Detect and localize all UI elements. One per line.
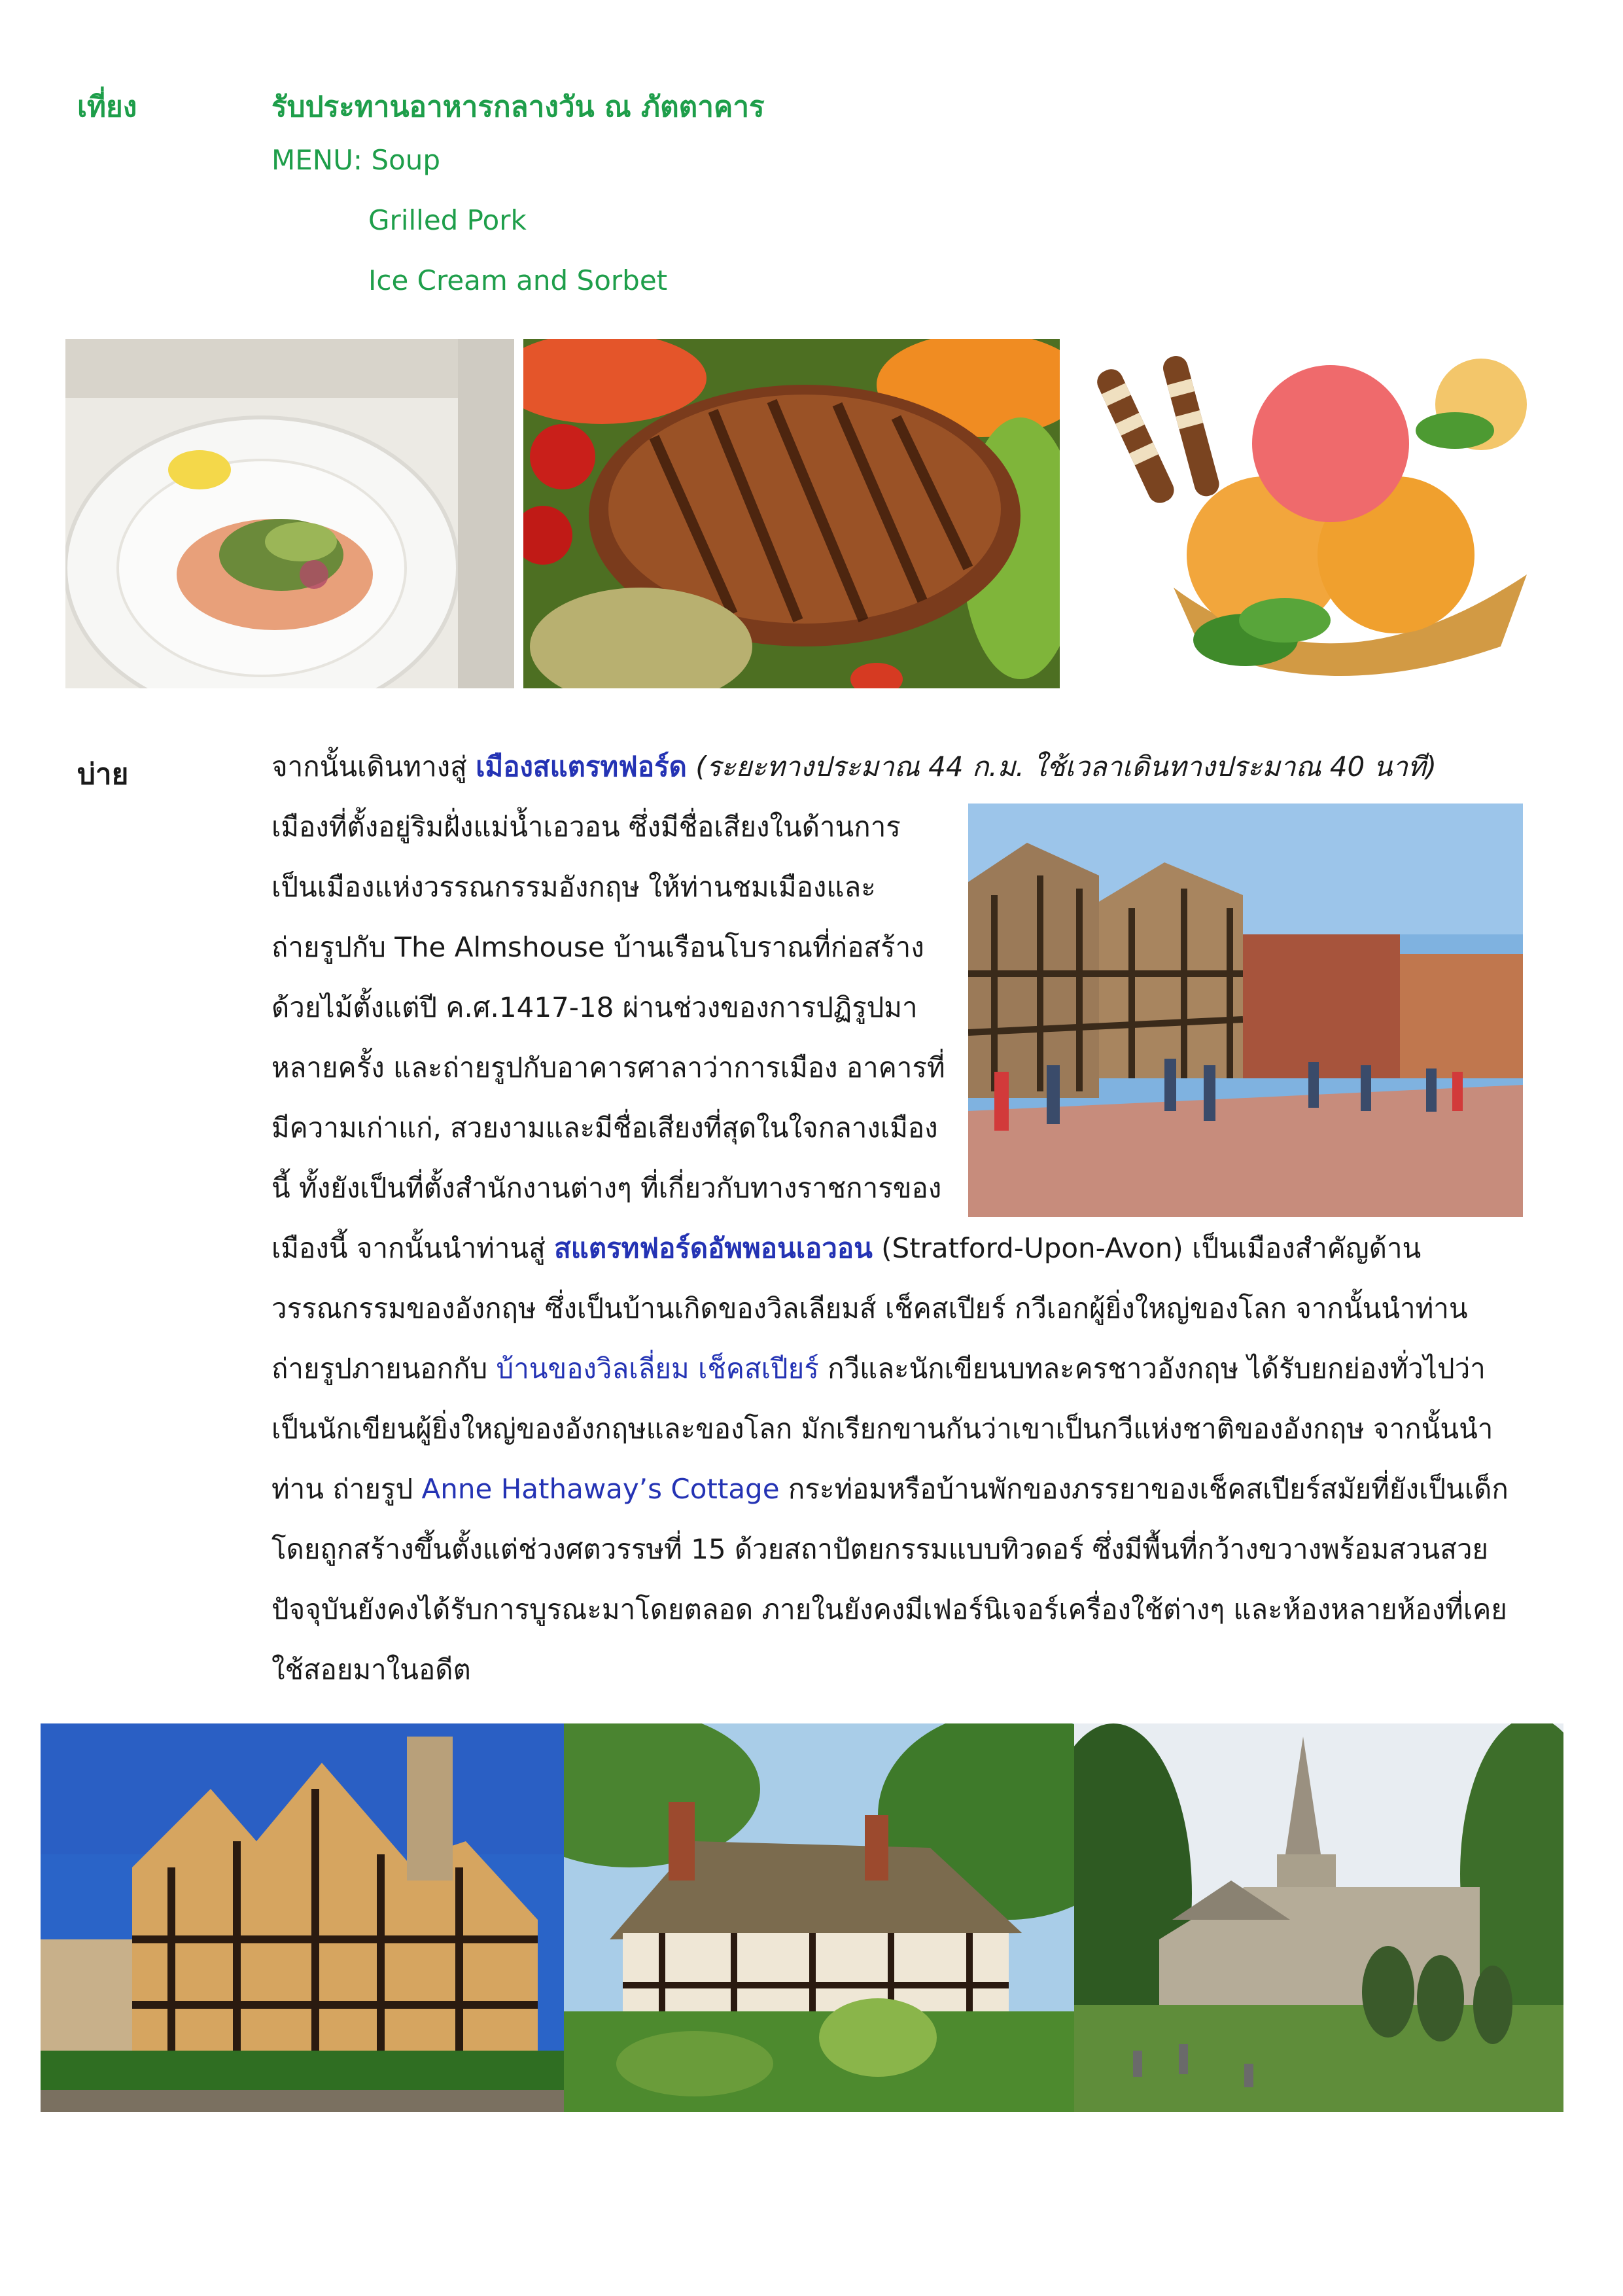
line8-text-post: (Stratford-Upon-Avon) เป็นเมืองสำคัญด้าน [872,1232,1422,1264]
wrap-line-1: เมืองที่ตั้งอยู่ริมฝั่งแม่น้ำเอวอน ซึ่งมีชื่อเสียงในด้านการ [271,811,901,843]
para-line-9: วรรณกรรมของอังกฤษ ซึ่งเป็นบ้านเกิดของวิลเลียมส์ เช็คสเปียร์ กวีเอกผู้ยิ่งใหญ่ของโลก จากนั้นนำท่าน [271,1292,1468,1324]
line8-text-pre: เมืองนี้ จากนั้นนำท่านสู่ [271,1232,555,1264]
menu-item-ice-cream: Ice Cream and Sorbet [368,264,668,296]
intro-text: จากนั้นเดินทางสู่ [271,751,476,783]
afternoon-time-label: บ่าย [77,758,129,791]
lunch-title: รับประทานอาหารกลางวัน ณ ภัตตาคาร [271,90,765,124]
para-line-15: ใช้สอยมาในอดีต [271,1653,471,1686]
menu-item-soup: Soup [371,144,441,176]
para-line-10 [271,1339,1486,1399]
wrap-line-4: ด้วยไม้ตั้งแต่ปี ค.ศ.1417-18 ผ่านช่วงของการปฏิรูปมา [271,991,918,1023]
para-line-8 [271,1218,1421,1279]
menu-line-1 [271,144,440,176]
para-line-14: ปัจจุบันยังคงได้รับการบูรณะมาโดยตลอด ภายในยังคงมีเฟอร์นิเจอร์เครื่องใช้ต่างๆ และห้องหลายห้องที่เคย [271,1593,1507,1625]
line8-stratford-upon-avon: สแตรทฟอร์ดอัพพอนเอวอน [554,1232,873,1264]
shakespeare-house-link[interactable]: บ้านของวิลเลี่ยม เช็คสเปียร์ [496,1352,819,1385]
wrap-line-7: นี้ ทั้งยังเป็นที่ตั้งสำนักงานต่างๆ ที่เกี่ยวกับทางราชการของ [271,1172,942,1204]
afternoon-intro [271,737,1437,797]
wrap-line-2: เป็นเมืองแห่งวรรณกรรมอังกฤษ ให้ท่านชมเมืองและ [271,871,876,903]
photo-shakespeare-birthplace [41,1723,564,2112]
lunch-time-label: เที่ยง [77,90,137,124]
photo-soup-dish [65,339,514,688]
line10-text-pre: ถ่ายรูปภายนอกกับ [271,1352,497,1385]
wrap-line-3: ถ่ายรูปกับ The Almshouse บ้านเรือนโบราณที่ก่อสร้าง [271,931,924,963]
intro-distance-note: (ระยะทางประมาณ 44 ก.ม. ใช้เวลาเดินทางประมาณ 40 นาที) [686,751,1437,783]
intro-city-stratford: เมืองสแตรทฟอร์ด [476,751,687,783]
photo-holy-trinity-church [1074,1723,1563,2112]
wrap-line-5: หลายครั้ง และถ่ายรูปกับอาคารศาลาว่าการเมือง อาคารที่ [271,1051,945,1084]
para-line-11: เป็นนักเขียนผู้ยิ่งใหญ่ของอังกฤษและของโลก มักเรียกขานกันว่าเขาเป็นกวีแห่งชาติของอังกฤษ จากนั้นนำ [271,1413,1493,1445]
menu-prefix: MENU: [271,144,372,176]
menu-item-grilled-pork: Grilled Pork [368,204,527,236]
photo-ice-cream [1069,339,1591,688]
wrap-line-6: มีความเก่าแก่, สวยงามและมีชื่อเสียงที่สุดในใจกลางเมือง [271,1112,938,1144]
anne-hathaway-cottage-link[interactable]: Anne Hathaway’s Cottage [421,1473,780,1505]
photo-anne-hathaway-cottage [564,1723,1074,2112]
para-line-12 [271,1459,1509,1519]
photo-stratford-street [968,804,1523,1217]
line12-text-post: กระท่อมหรือบ้านพักของภรรยาของเช็คสเปียร์สมัยที่ยังเป็นเด็ก [779,1473,1509,1505]
photo-grilled-pork [523,339,1060,688]
line12-text-pre: ท่าน ถ่ายรูป [271,1473,422,1505]
para-line-13: โดยถูกสร้างขึ้นตั้งแต่ช่วงศตวรรษที่ 15 ด้วยสถาปัตยกรรมแบบทิวดอร์ ซึ่งมีพื้นที่กว้างขวางพร้อมสวนสวย [271,1533,1489,1565]
line10-text-post: กวีและนักเขียนบทละครชาวอังกฤษ ได้รับยกย่องทั่วไปว่า [818,1352,1486,1385]
